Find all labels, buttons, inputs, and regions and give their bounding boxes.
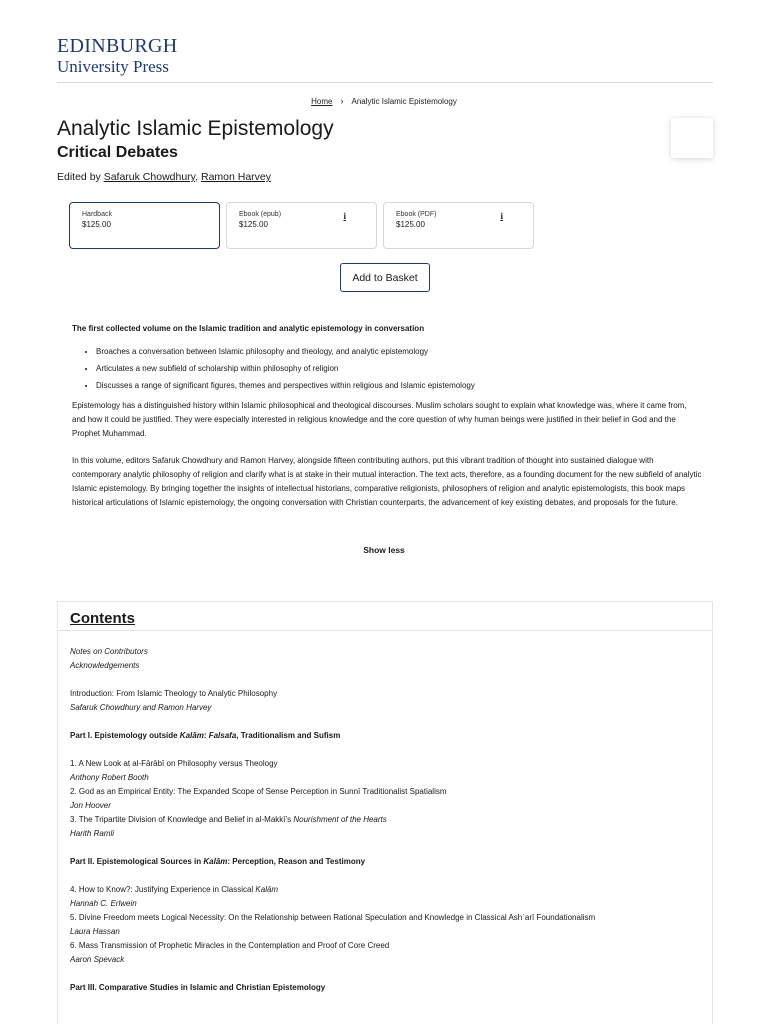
add-to-basket-button[interactable]: Add to Basket [340,263,430,292]
editor-link-chowdhury[interactable]: Safaruk Chowdhury [103,171,196,183]
toc-chapter-author: Laura Hassan [70,927,120,936]
page-title: Analytic Islamic Epistemology [57,117,334,140]
toc-item: Acknowledgements [70,661,140,670]
breadcrumb [0,96,768,106]
contents-list [57,630,713,1024]
toc-chapter-author: Anthony Robert Booth [70,773,149,782]
format-name: Ebook (PDF) [396,211,437,218]
publisher-logo[interactable] [57,36,177,75]
description-lead: The first collected volume on the Islamic tradition and analytic epistemology in conversation [72,324,425,333]
breadcrumb-current: Analytic Islamic Epistemology [351,97,457,106]
toc-chapter-author: Jon Hoover [70,801,111,810]
toc-part-heading: Part III. Comparative Studies in Islamic and Christian Epistemology [70,983,326,992]
editor-link-harvey[interactable]: Ramon Harvey [200,171,272,183]
toc-chapter-title: Introduction: From Islamic Theology to Analytic Philosophy [70,689,278,698]
toc-chapter-title: 2. God as an Empirical Entity: The Expanded Scope of Sense Perception in Sunnī Traditionalist Spatialism [70,787,447,796]
editors-line [57,171,271,183]
page-subtitle: Critical Debates [57,144,178,161]
description-paragraph: In this volume, editors Safaruk Chowdhury and Ramon Harvey, alongside fifteen contributing authors, put this vibrant tradition of thought into sustained dialogue with contemporary analytic philosophy of religion and clarify what is at stake in their mutual interaction. The text acts, therefore, as a founding document for the new subfield of analytic Islamic epistemology. By bringing together the insights of intellectual historians, comparative religionists, philosophers of religion and analytic epistemologists, this book maps historical articulations of Islamic epistemology, the ongoing conversation with Christian counterparts, the advancement of key existing debates, and proposals for the future. [72,456,702,507]
format-selector [69,202,534,249]
format-option-ebook-epub[interactable] [226,202,377,249]
logo-line-2: University Press [57,57,169,76]
toc-item: Notes on Contributors [70,647,148,656]
logo-line-1: EDINBURGH [57,35,178,57]
editor-separator: , [195,171,199,183]
breadcrumb-home-link[interactable]: Home [311,97,333,106]
feature-list [72,345,702,393]
description-paragraph: Epistemology has a distinguished history within Islamic philosophical and theological discourses. Muslim scholars sought to explain what knowledge was, where it came from, and how it could be justified. They were especially interested in religious knowledge and the core question of why human beings were justified in their belief in God and the Prophet Muhammad. [72,401,687,438]
list-item: • Broaches a conversation between Islamic philosophy and theology, and analytic epistemology [96,345,702,359]
book-description [72,322,702,523]
toc-chapter-author: Safaruk Chowdhury and Ramon Harvey [70,703,212,712]
contents-heading[interactable]: Contents [70,610,135,627]
edited-by-label: Edited by [57,171,101,183]
toc-chapter-title: 5. Divine Freedom meets Logical Necessity: On the Relationship between Rational Speculation and Knowledge in Classical Ashʿarī Foundationalism [70,913,596,922]
toc-chapter-author: Harith Ramli [70,829,115,838]
side-floating-tab[interactable] [671,118,713,158]
format-name: Hardback [82,211,112,218]
format-price: $125.00 [239,220,268,229]
toc-chapter-title: 4. How to Know?: Justifying Experience in Classical Kalām [70,885,279,894]
toc-chapter-author: Hannah C. Erlwein [70,899,137,908]
format-option-hardback[interactable] [69,202,220,249]
format-option-ebook-pdf[interactable] [383,202,534,249]
show-less-button[interactable]: Show less [363,545,405,555]
toc-part-heading: Part I. Epistemology outside Kalām: Falsafa, Traditionalism and Sufism [70,731,341,740]
list-item: • Discusses a range of significant figures, themes and perspectives within religious and Islamic epistemology [96,379,702,393]
toc-chapter-title: 1. A New Look at al-Fārābī on Philosophy versus Theology [70,759,278,768]
chevron-right-icon: › [340,96,344,106]
toc-chapter-title: 3. The Tripartite Division of Knowledge and Belief in al-Makkī’s Nourishment of the Hearts [70,815,387,824]
format-price: $125.00 [396,220,425,229]
toc-chapter-title: 6. Mass Transmission of Prophetic Miracles in the Contemplation and Proof of Core Creed [70,941,390,950]
list-item: • Articulates a new subfield of scholarship within philosophy of religion [96,362,702,376]
toc-part-heading: Part II. Epistemological Sources in Kalām: Perception, Reason and Testimony [70,857,366,866]
format-name: Ebook (epub) [239,211,282,218]
info-icon[interactable]: i [500,211,503,221]
format-price: $125.00 [82,220,111,229]
toc-chapter-author: Aaron Spevack [70,955,125,964]
info-icon[interactable]: i [343,211,346,221]
header-divider [57,82,713,83]
contents-header[interactable] [57,601,713,629]
